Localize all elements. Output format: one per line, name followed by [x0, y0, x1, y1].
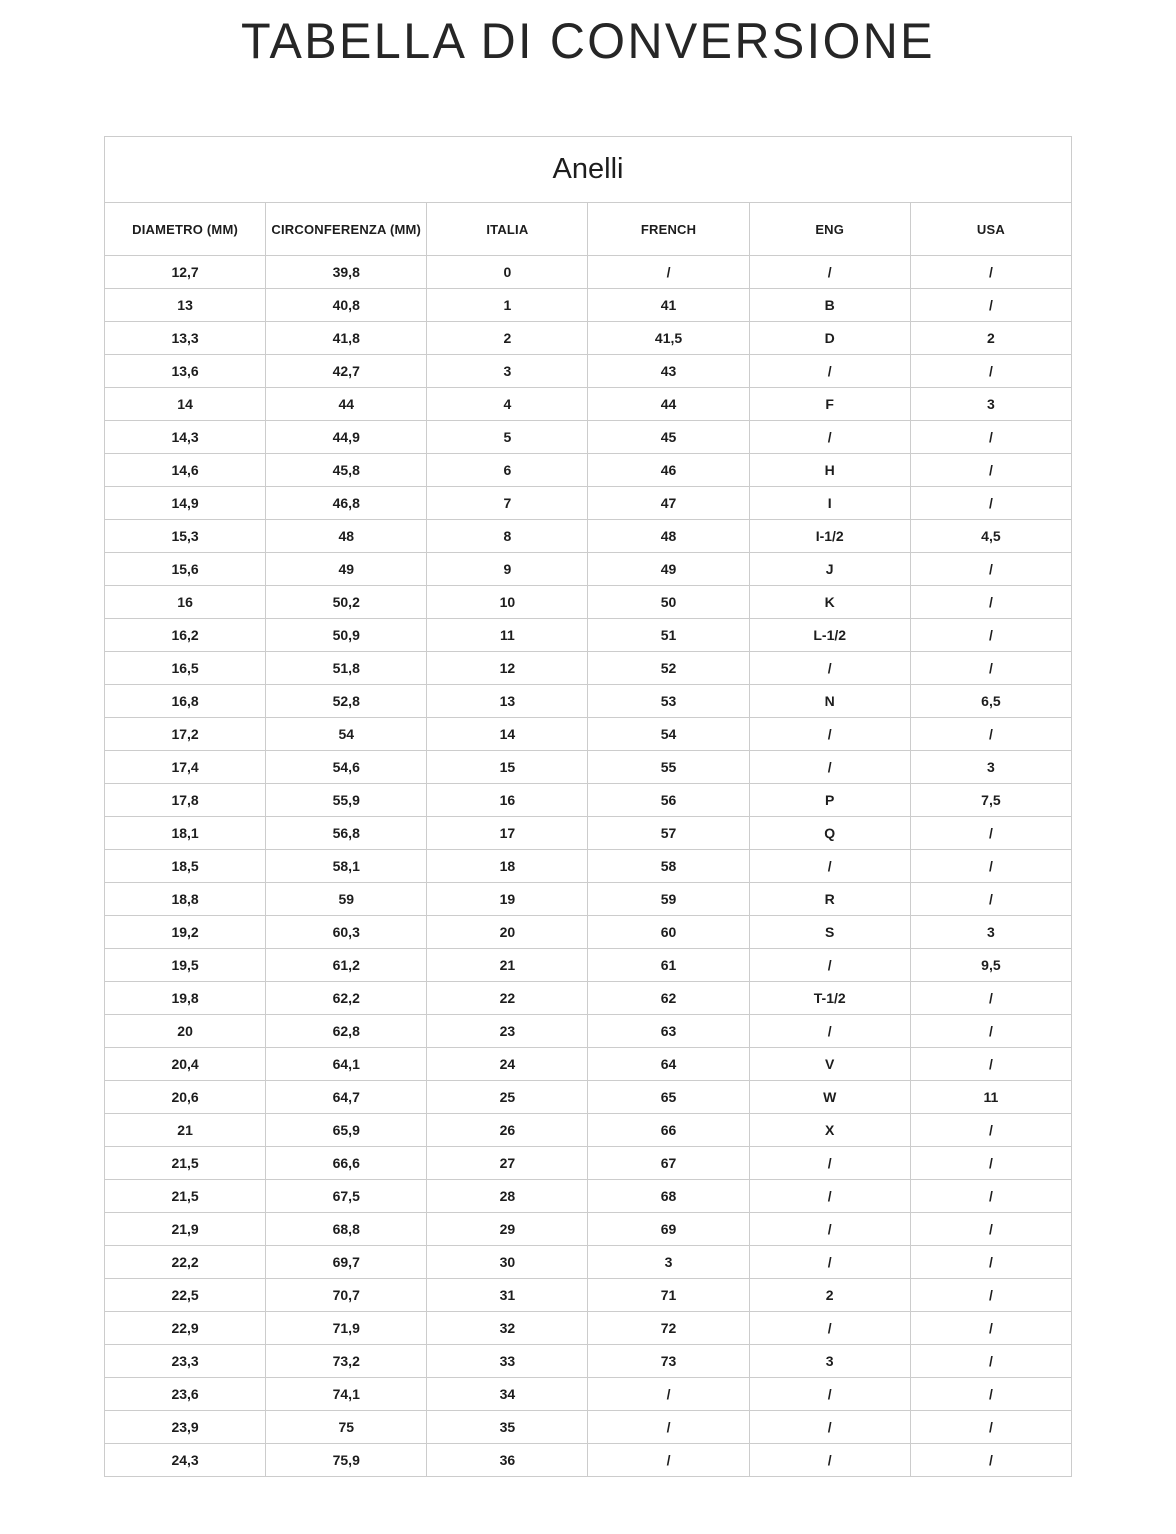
cell: 21,5	[105, 1147, 266, 1180]
cell: 64,1	[266, 1048, 427, 1081]
cell: 22,9	[105, 1312, 266, 1345]
cell: 66	[588, 1114, 749, 1147]
cell: P	[749, 784, 910, 817]
cell: /	[910, 553, 1071, 586]
cell: 4	[427, 388, 588, 421]
cell: 20	[427, 916, 588, 949]
table-row	[105, 1015, 1072, 1048]
cell: 17,8	[105, 784, 266, 817]
cell: 74,1	[266, 1378, 427, 1411]
cell: 21,5	[105, 1180, 266, 1213]
cell: 19,2	[105, 916, 266, 949]
cell: /	[588, 1411, 749, 1444]
cell: 13	[427, 685, 588, 718]
cell: 42,7	[266, 355, 427, 388]
cell: /	[588, 1378, 749, 1411]
cell: 27	[427, 1147, 588, 1180]
caption-row	[105, 137, 1072, 203]
cell: I-1/2	[749, 520, 910, 553]
cell: 23	[427, 1015, 588, 1048]
table-row	[105, 289, 1072, 322]
cell: 67	[588, 1147, 749, 1180]
cell: 50,9	[266, 619, 427, 652]
cell: /	[910, 1312, 1071, 1345]
cell: 3	[749, 1345, 910, 1378]
column-header: USA	[910, 203, 1071, 256]
cell: 61,2	[266, 949, 427, 982]
cell: 30	[427, 1246, 588, 1279]
cell: 18,8	[105, 883, 266, 916]
cell: 23,9	[105, 1411, 266, 1444]
table-row	[105, 850, 1072, 883]
cell: 15,6	[105, 553, 266, 586]
cell: 18,5	[105, 850, 266, 883]
cell: 2	[427, 322, 588, 355]
cell: 21	[427, 949, 588, 982]
table-row	[105, 454, 1072, 487]
table-row	[105, 1048, 1072, 1081]
cell: 56	[588, 784, 749, 817]
cell: 59	[588, 883, 749, 916]
cell: 65,9	[266, 1114, 427, 1147]
table-row	[105, 817, 1072, 850]
cell: 40,8	[266, 289, 427, 322]
cell: /	[749, 1246, 910, 1279]
cell: /	[749, 355, 910, 388]
cell: 19,5	[105, 949, 266, 982]
cell: 9	[427, 553, 588, 586]
column-header: ITALIA	[427, 203, 588, 256]
cell: /	[910, 982, 1071, 1015]
cell: /	[910, 1213, 1071, 1246]
cell: 23,3	[105, 1345, 266, 1378]
cell: /	[749, 652, 910, 685]
table-row	[105, 256, 1072, 289]
table-row	[105, 619, 1072, 652]
cell: 20,6	[105, 1081, 266, 1114]
cell: /	[910, 487, 1071, 520]
table-row	[105, 1114, 1072, 1147]
conversion-table-container	[104, 136, 1072, 1477]
table-row	[105, 883, 1072, 916]
cell: 55	[588, 751, 749, 784]
cell: 14,3	[105, 421, 266, 454]
cell: /	[749, 718, 910, 751]
cell: 31	[427, 1279, 588, 1312]
column-header: DIAMETRO (MM)	[105, 203, 266, 256]
cell: /	[749, 256, 910, 289]
cell: 71,9	[266, 1312, 427, 1345]
cell: 26	[427, 1114, 588, 1147]
cell: 1	[427, 289, 588, 322]
cell: I	[749, 487, 910, 520]
cell: /	[910, 586, 1071, 619]
cell: 54,6	[266, 751, 427, 784]
cell: 16,5	[105, 652, 266, 685]
column-header: FRENCH	[588, 203, 749, 256]
cell: /	[749, 850, 910, 883]
cell: 41,8	[266, 322, 427, 355]
cell: 36	[427, 1444, 588, 1477]
cell: 11	[427, 619, 588, 652]
cell: 16	[427, 784, 588, 817]
cell: 3	[910, 388, 1071, 421]
cell: /	[749, 1015, 910, 1048]
cell: 44,9	[266, 421, 427, 454]
table-row	[105, 685, 1072, 718]
cell: 7	[427, 487, 588, 520]
cell: 29	[427, 1213, 588, 1246]
table-row	[105, 388, 1072, 421]
cell: /	[910, 355, 1071, 388]
cell: /	[910, 1114, 1071, 1147]
cell: /	[910, 1279, 1071, 1312]
cell: 48	[588, 520, 749, 553]
table-row	[105, 1444, 1072, 1477]
cell: 45	[588, 421, 749, 454]
cell: 20	[105, 1015, 266, 1048]
cell: 49	[266, 553, 427, 586]
table-row	[105, 718, 1072, 751]
cell: 69	[588, 1213, 749, 1246]
cell: 62	[588, 982, 749, 1015]
cell: W	[749, 1081, 910, 1114]
cell: /	[910, 652, 1071, 685]
cell: R	[749, 883, 910, 916]
cell: 70,7	[266, 1279, 427, 1312]
cell: 55,9	[266, 784, 427, 817]
table-row	[105, 1147, 1072, 1180]
cell: 47	[588, 487, 749, 520]
cell: 20,4	[105, 1048, 266, 1081]
cell: 13	[105, 289, 266, 322]
cell: 68	[588, 1180, 749, 1213]
cell: 16	[105, 586, 266, 619]
cell: 35	[427, 1411, 588, 1444]
cell: 3	[427, 355, 588, 388]
cell: /	[749, 751, 910, 784]
cell: /	[910, 1345, 1071, 1378]
cell: 22	[427, 982, 588, 1015]
table-row	[105, 1378, 1072, 1411]
cell: /	[910, 256, 1071, 289]
table-row	[105, 1312, 1072, 1345]
cell: 13,3	[105, 322, 266, 355]
cell: 57	[588, 817, 749, 850]
cell: 18	[427, 850, 588, 883]
cell: /	[910, 1048, 1071, 1081]
cell: 4,5	[910, 520, 1071, 553]
cell: 14,6	[105, 454, 266, 487]
cell: 22,5	[105, 1279, 266, 1312]
cell: 64	[588, 1048, 749, 1081]
cell: /	[749, 1147, 910, 1180]
cell: 41,5	[588, 322, 749, 355]
cell: 45,8	[266, 454, 427, 487]
cell: 41	[588, 289, 749, 322]
cell: 60	[588, 916, 749, 949]
conversion-table	[104, 136, 1072, 1477]
cell: S	[749, 916, 910, 949]
cell: /	[910, 1246, 1071, 1279]
cell: 12,7	[105, 256, 266, 289]
cell: 14	[105, 388, 266, 421]
cell: 12	[427, 652, 588, 685]
table-row	[105, 1279, 1072, 1312]
cell: K	[749, 586, 910, 619]
cell: 58	[588, 850, 749, 883]
cell: 21,9	[105, 1213, 266, 1246]
cell: 75,9	[266, 1444, 427, 1477]
cell: 46,8	[266, 487, 427, 520]
table-row	[105, 784, 1072, 817]
cell: 25	[427, 1081, 588, 1114]
cell: 59	[266, 883, 427, 916]
cell: /	[910, 1411, 1071, 1444]
cell: 14,9	[105, 487, 266, 520]
cell: 19	[427, 883, 588, 916]
cell: /	[910, 817, 1071, 850]
cell: 61	[588, 949, 749, 982]
cell: 7,5	[910, 784, 1071, 817]
cell: 65	[588, 1081, 749, 1114]
table-body	[105, 256, 1072, 1477]
table-row	[105, 949, 1072, 982]
cell: 23,6	[105, 1378, 266, 1411]
table-row	[105, 916, 1072, 949]
cell: 2	[749, 1279, 910, 1312]
cell: 17	[427, 817, 588, 850]
cell: 52	[588, 652, 749, 685]
table-row	[105, 355, 1072, 388]
cell: 73,2	[266, 1345, 427, 1378]
cell: 58,1	[266, 850, 427, 883]
cell: /	[910, 850, 1071, 883]
column-header: ENG	[749, 203, 910, 256]
cell: /	[910, 1378, 1071, 1411]
cell: 17,2	[105, 718, 266, 751]
table-row	[105, 1345, 1072, 1378]
cell: 68,8	[266, 1213, 427, 1246]
cell: /	[749, 1444, 910, 1477]
cell: /	[749, 1213, 910, 1246]
cell: 72	[588, 1312, 749, 1345]
cell: /	[910, 1444, 1071, 1477]
cell: /	[749, 421, 910, 454]
table-row	[105, 652, 1072, 685]
cell: H	[749, 454, 910, 487]
cell: 8	[427, 520, 588, 553]
cell: 75	[266, 1411, 427, 1444]
cell: 5	[427, 421, 588, 454]
table-row	[105, 1246, 1072, 1279]
page-title: TABELLA DI CONVERSIONE	[241, 13, 935, 69]
cell: 10	[427, 586, 588, 619]
cell: 44	[266, 388, 427, 421]
cell: 17,4	[105, 751, 266, 784]
cell: 24	[427, 1048, 588, 1081]
table-row	[105, 1180, 1072, 1213]
cell: Q	[749, 817, 910, 850]
table-row	[105, 553, 1072, 586]
cell: 33	[427, 1345, 588, 1378]
table-row	[105, 520, 1072, 553]
cell: 34	[427, 1378, 588, 1411]
cell: 63	[588, 1015, 749, 1048]
table-row	[105, 586, 1072, 619]
cell: /	[910, 1147, 1071, 1180]
cell: 44	[588, 388, 749, 421]
cell: 15,3	[105, 520, 266, 553]
cell: /	[910, 718, 1071, 751]
table-row	[105, 322, 1072, 355]
cell: 32	[427, 1312, 588, 1345]
cell: 43	[588, 355, 749, 388]
cell: /	[749, 1180, 910, 1213]
cell: 51,8	[266, 652, 427, 685]
table-row	[105, 1213, 1072, 1246]
cell: T-1/2	[749, 982, 910, 1015]
cell: /	[910, 289, 1071, 322]
cell: 21	[105, 1114, 266, 1147]
cell: 67,5	[266, 1180, 427, 1213]
cell: 24,3	[105, 1444, 266, 1477]
cell: /	[910, 1015, 1071, 1048]
cell: 6,5	[910, 685, 1071, 718]
cell: 73	[588, 1345, 749, 1378]
cell: J	[749, 553, 910, 586]
cell: 52,8	[266, 685, 427, 718]
cell: 16,2	[105, 619, 266, 652]
cell: 62,8	[266, 1015, 427, 1048]
cell: 28	[427, 1180, 588, 1213]
cell: /	[749, 1411, 910, 1444]
table-row	[105, 421, 1072, 454]
cell: 39,8	[266, 256, 427, 289]
cell: /	[910, 1180, 1071, 1213]
cell: 54	[266, 718, 427, 751]
cell: 6	[427, 454, 588, 487]
cell: 3	[910, 751, 1071, 784]
cell: /	[910, 619, 1071, 652]
cell: /	[588, 1444, 749, 1477]
cell: 18,1	[105, 817, 266, 850]
cell: /	[910, 883, 1071, 916]
cell: B	[749, 289, 910, 322]
cell: 56,8	[266, 817, 427, 850]
table-row	[105, 1411, 1072, 1444]
cell: /	[749, 1378, 910, 1411]
cell: 22,2	[105, 1246, 266, 1279]
cell: 0	[427, 256, 588, 289]
cell: 3	[910, 916, 1071, 949]
cell: 49	[588, 553, 749, 586]
table-row	[105, 751, 1072, 784]
cell: 2	[910, 322, 1071, 355]
cell: 11	[910, 1081, 1071, 1114]
cell: /	[749, 1312, 910, 1345]
cell: 60,3	[266, 916, 427, 949]
cell: 9,5	[910, 949, 1071, 982]
cell: 64,7	[266, 1081, 427, 1114]
cell: 69,7	[266, 1246, 427, 1279]
cell: 71	[588, 1279, 749, 1312]
cell: N	[749, 685, 910, 718]
cell: X	[749, 1114, 910, 1147]
cell: 3	[588, 1246, 749, 1279]
cell: 53	[588, 685, 749, 718]
cell: 48	[266, 520, 427, 553]
table-row	[105, 1081, 1072, 1114]
cell: 54	[588, 718, 749, 751]
table-row	[105, 982, 1072, 1015]
cell: D	[749, 322, 910, 355]
cell: 50	[588, 586, 749, 619]
cell: 50,2	[266, 586, 427, 619]
cell: F	[749, 388, 910, 421]
cell: 46	[588, 454, 749, 487]
cell: 51	[588, 619, 749, 652]
table-caption: Anelli	[105, 137, 1072, 203]
cell: /	[910, 421, 1071, 454]
cell: 15	[427, 751, 588, 784]
cell: V	[749, 1048, 910, 1081]
cell: 14	[427, 718, 588, 751]
cell: 16,8	[105, 685, 266, 718]
cell: /	[910, 454, 1071, 487]
cell: 62,2	[266, 982, 427, 1015]
column-header: CIRCONFERENZA (MM)	[266, 203, 427, 256]
cell: /	[749, 949, 910, 982]
cell: 13,6	[105, 355, 266, 388]
table-row	[105, 487, 1072, 520]
cell: 19,8	[105, 982, 266, 1015]
header-row	[105, 203, 1072, 256]
cell: /	[588, 256, 749, 289]
cell: 66,6	[266, 1147, 427, 1180]
cell: L-1/2	[749, 619, 910, 652]
